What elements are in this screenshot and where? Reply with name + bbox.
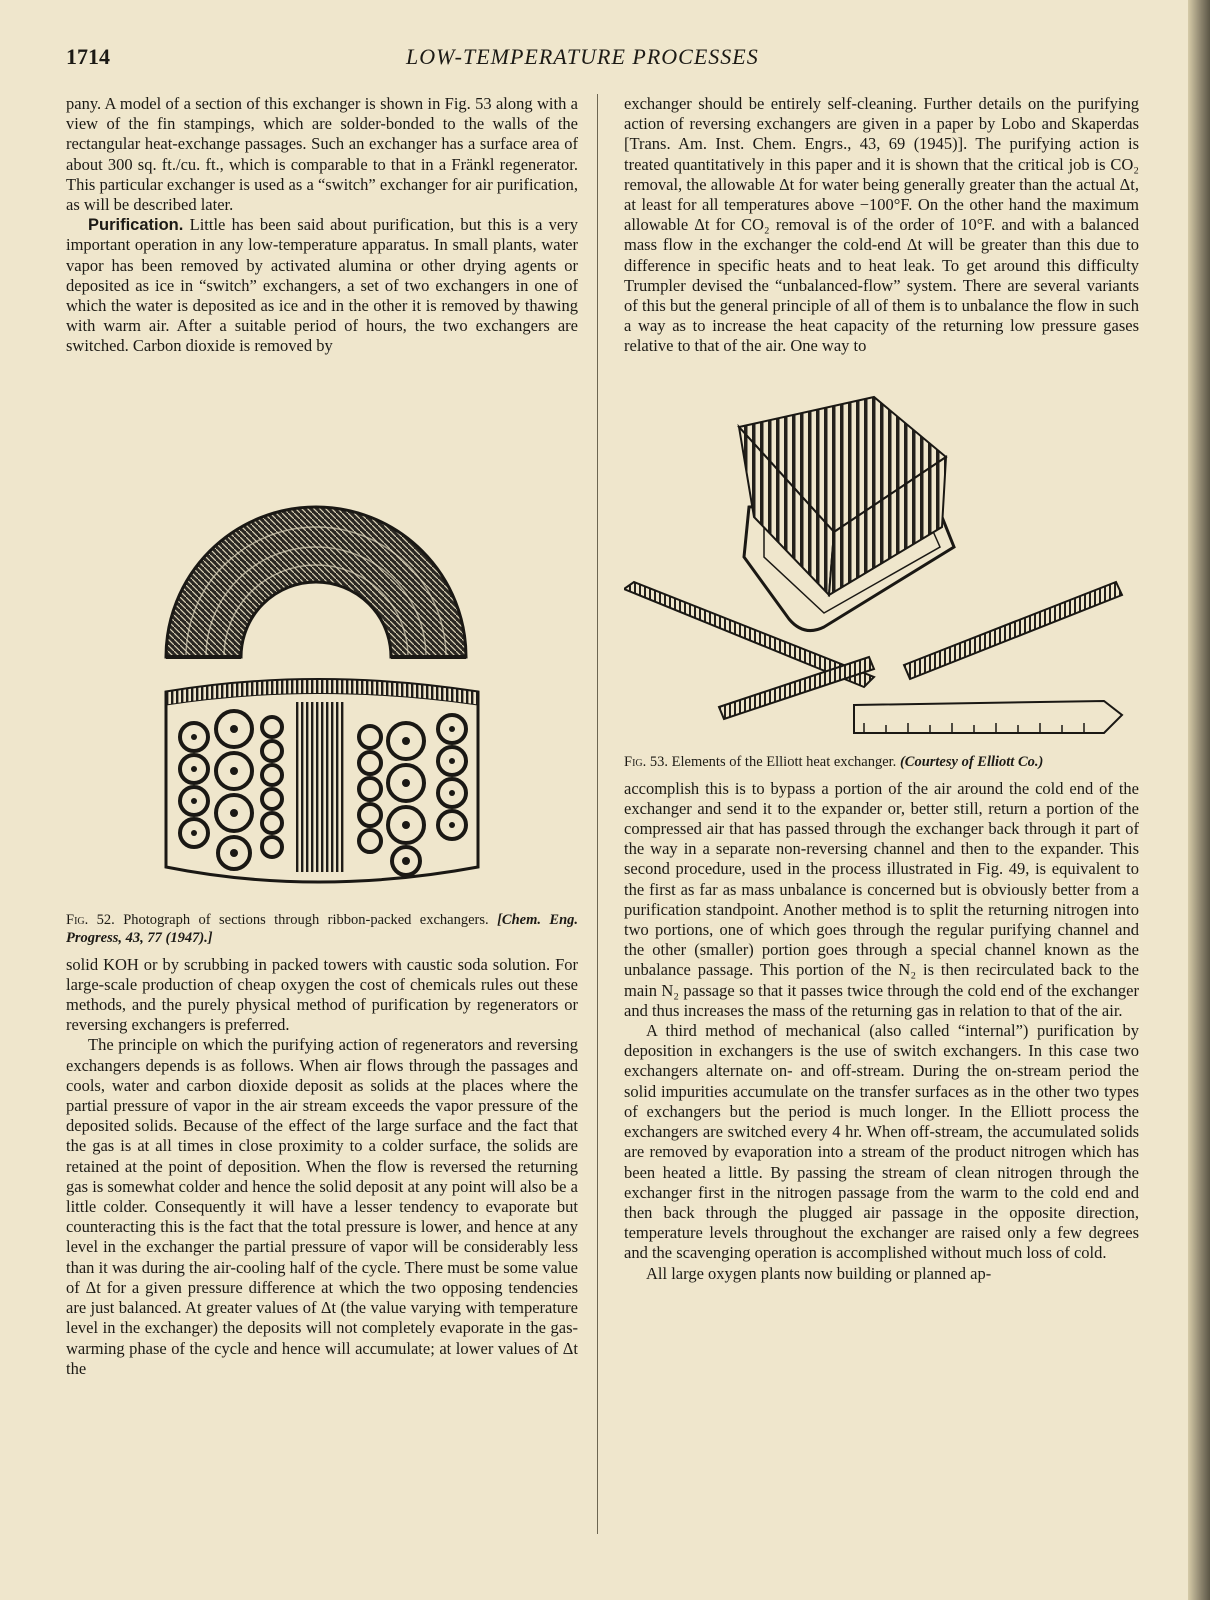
paragraph: pany. A model of a section of this exchanger is shown in Fig. 53 along with a view of the fin stampings, which are solder-bonded to the walls of the rectangular heat-exchange passages. Such an exchanger has a surface area of about 300 sq. ft./cu. ft., which is comparable to that in a Fränkl regenerator. This particular exchanger is used as a “switch” exchanger for air purification, as will be described later. [66,94,578,215]
page-edge-shadow [1188,0,1210,1600]
paragraph: A third method of mechanical (also called “internal”) purification by deposition in exchangers is the use of switch exchangers. In this case two exchangers alternate on- and off-stream. During the on-stream period the solid impurities accumulate on the transfer surfaces as in the other two types of exchangers but the period is much longer. In the Elliott process the exchangers are switched every 4 hr. When off-stream, the accumulated solids are removed by evaporation into a stream of the product nitrogen which has been heated a little. By passing the stream of clean nitrogen through the exchanger first in the nitrogen passage from the warm to the cold end and then back through the plugged air passage in the opposite direction, temperature levels throughout the exchanger are raised only a few degrees and the scavenging operation is accomplished without much loss of cold. [624,1021,1139,1263]
paragraph: All large oxygen plants now building or planned ap- [646,1263,992,1283]
caption-text: Elements of the Elliott heat exchanger. [671,753,897,770]
page-header [66,44,1146,78]
figure-52-caption [66,911,578,947]
figure-53-caption [624,753,1139,771]
paragraph-text: Little has been said about purification, but this is a very important operation in any low-temperature apparatus. In small plants, water vapor has been removed by activated alumina or other drying agents or deposited as ice in “switch” exchangers, a set of two exchangers in one of which the water is deposited as ice and in the other it is removed by thawing with warm air. After a suitable period of hours, the two exchangers are switched. Carbon dioxide is removed by [66,215,578,356]
figure-label: Fig. 52. [66,911,115,928]
left-column [66,94,578,1379]
half-ring-section [166,507,466,657]
caption-credit: [Chem. Eng. Progress, 43, 77 (1947).] [66,911,579,946]
paragraph-purification [66,215,578,356]
column-divider [597,94,598,1534]
section-run-in-heading: Purification. [88,216,184,235]
figure-52 [66,357,578,905]
figure-label: Fig. 53. [624,753,668,770]
elliott-exchanger-illustration [624,357,1139,747]
paragraph: accomplish this is to bypass a portion of the air around the cold end of the exchanger and send it to the expander or, better still, return a portion of the compressed air that has passed through the exchanger back through it part of the way in a separate non-reversing channel and then to the expander. This second procedure, used in the process illustrated in Fig. 49, is equivalent to the first as far as mass unbalance is concerned but is obviously better from a purification standpoint. Another method is to split the returning nitrogen into two portions, one of which goes through the regular purifying channel and the other (smaller) portion goes through a special channel known as the unbalance passage. This portion of the N₂ is then recirculated back to the main N₂ passage so that it passes twice through the cold end of the exchanger and thus increases the mass of the returning gas in relation to that of the air. [624,778,1139,1020]
ribbon-packed-exchanger-illustration [66,357,578,905]
paragraph: solid KOH or by scrubbing in packed towers with caustic soda solution. For large-scale production of cheap oxygen the cost of chemicals rules out these methods, and the purely physical method of purification by regenerators or reversing exchangers is preferred. [66,954,578,1035]
figure-53 [624,357,1139,747]
caption-text: Photograph of sections through ribbon-packed exchangers. [123,911,489,928]
cylindrical-section [166,679,478,882]
paragraph: exchanger should be entirely self-cleaning. Further details on the purifying action of reversing exchangers are given in a paper by Lobo and Skaperdas [Trans. Am. Inst. Chem. Engrs., 43, 69 (1945)]. The purifying action is treated quantitatively in this paper and it is shown that the critical job is CO₂ removal, the allowable Δt for water being generally greater than the actual Δt, at least for all temperatures above −100°F. On the other hand the maximum allowable Δt for CO₂ removal is of the order of 10°F. and with a balanced mass flow in the exchanger the cold-end Δt will be greater than this due to difference in specific heats and to heat leak. To get around this difficulty Trumpler devised the “unbalanced-flow” system. There are several variants of this but the general principle of all of them is to unbalance the flow in such a way as to increase the heat capacity of the returning low pressure gases relative to that of the air. One way to [624,94,1139,356]
fin-stamping-strips [624,582,1122,719]
caption-credit: (Courtesy of Elliott Co.) [899,753,1044,770]
scale-ruler [854,701,1122,733]
paragraph: The principle on which the purifying action of regenerators and reversing exchangers depends is as follows. When air flows through the passages and cools, water and carbon dioxide deposit as solids at the places where the partial pressure of vapor in the air stream exceeds the vapor pressure of the deposited solids. Because of the effect of the large surface and the fact that the gas is at all times in close proximity to a colder surface, the solids are retained at the point of deposition. When the flow is reversed the returning gas is somewhat colder and hence the solid deposit at any point will also be a little colder. Consequently it will have a lesser tendency to evaporate but counteracting this is the fact that the total pressure is lower, and hence at any level in the exchanger the partial pressure of vapor will be considerably less than it was during the air-cooling half of the cycle. There must be some value of Δt for a given pressure difference at which the two opposing tendencies are just balanced. At greater values of Δt (the value varying with temperature level in the exchanger) the deposits will not completely evaporate in the gas-warming phase of the cycle and hence will accumulate; at lower values of Δt the [66,1035,578,1378]
page-number: 1714 [66,44,110,69]
running-head: LOW-TEMPERATURE PROCESSES [406,44,759,69]
right-column [624,94,1139,1284]
